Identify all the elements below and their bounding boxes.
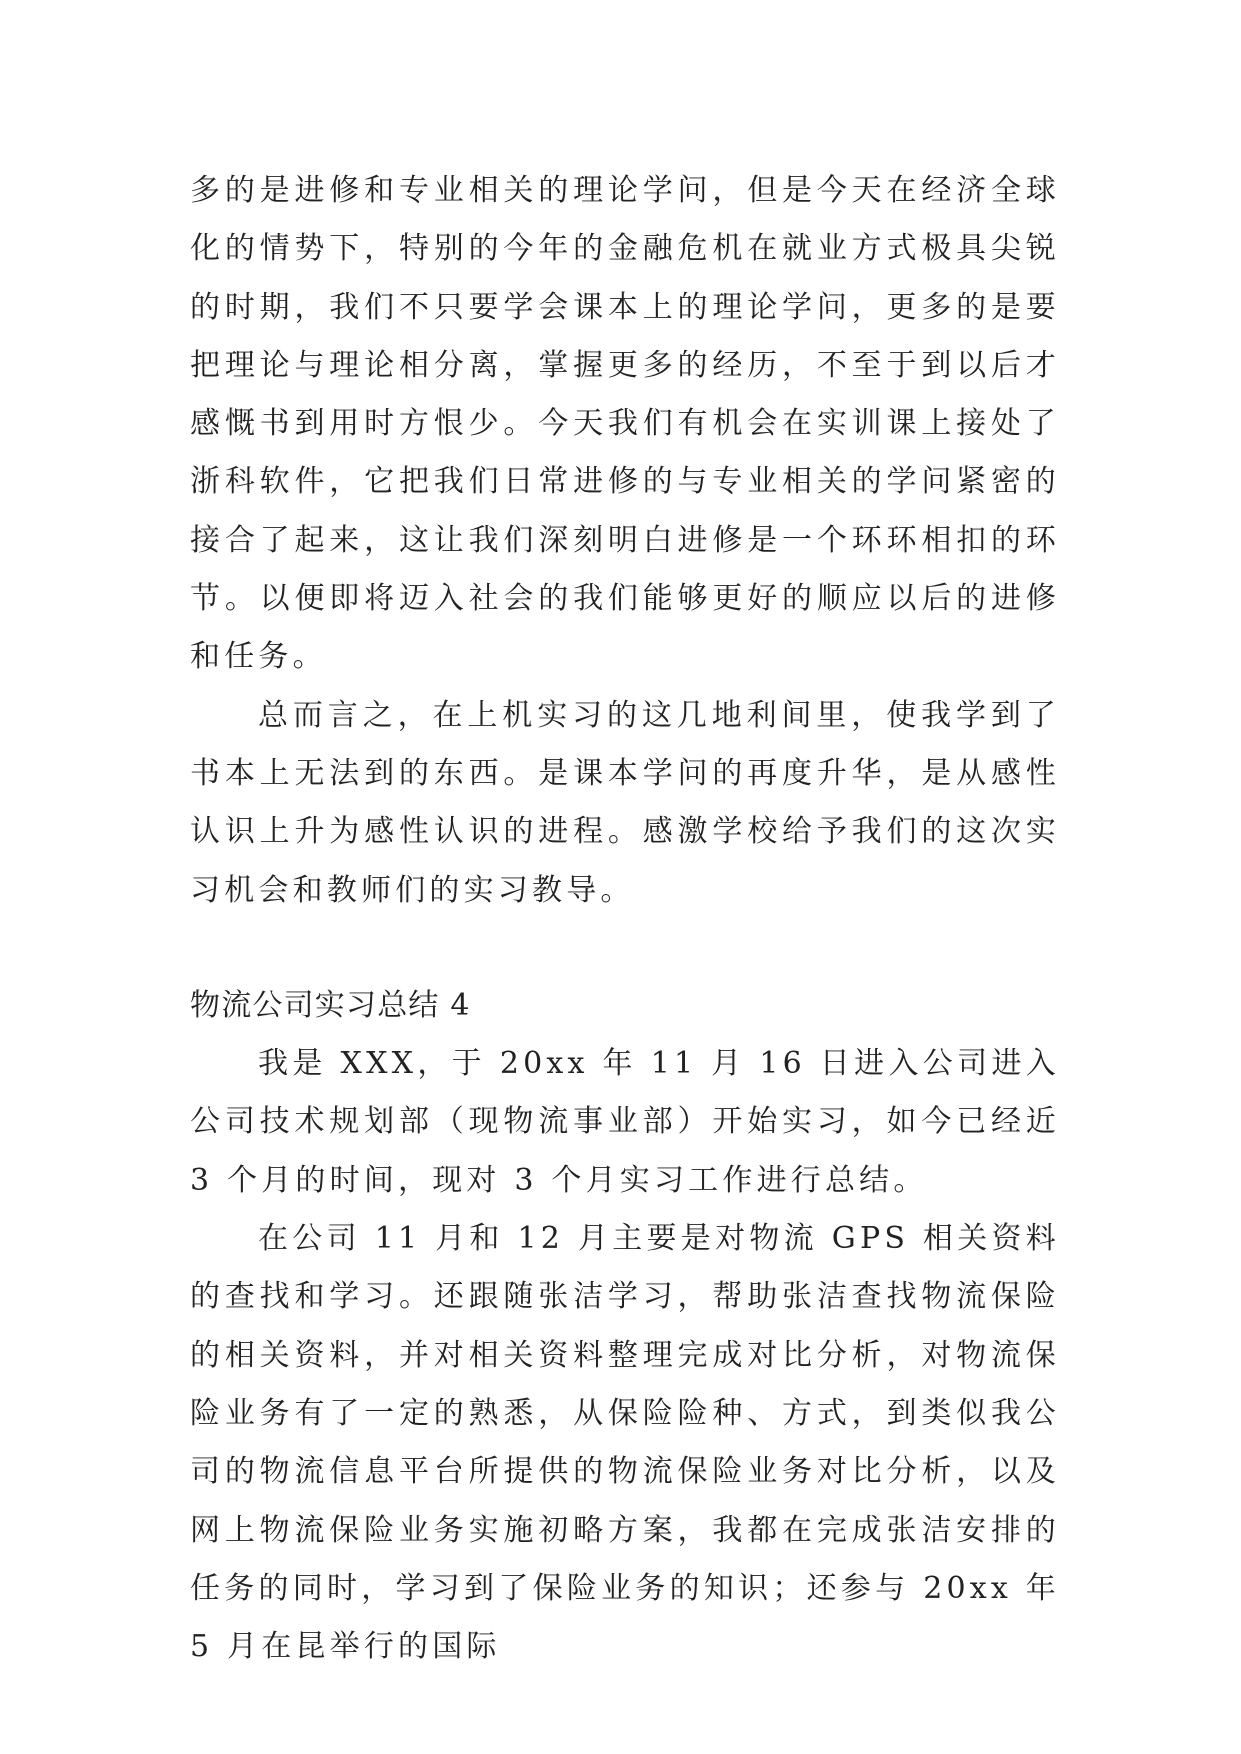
document-body (190, 162, 1060, 1676)
section-gap (190, 920, 1060, 977)
paragraph-introduction: 我是 XXX，于 20xx 年 11 月 16 日进入公司进入公司技术规划部（现物流事业部）开始实习，如今已经近 3 个月的时间，现对 3 个月实习工作进行总结。 (190, 1046, 1060, 1198)
section-heading: 物流公司实习总结 4 (190, 987, 471, 1023)
paragraph-work-summary: 在公司 11 月和 12 月主要是对物流 GPS 相关资料的查找和学习。还跟随张洁学习，帮助张洁查找物流保险的相关资料，并对相关资料整理完成对比分析，对物流保险业务有了一定的熟悉，从保险险种、方式，到类似我公司的物流信息平台所提供的物流保险业务对比分析，以及网上物流保险业务实施初略方案，我都在完成张洁安排的任务的同时，学习到了保险业务的知识；还参与 20xx 年 5 月在昆举行的国际 (190, 1221, 1060, 1665)
paragraph-conclusion: 总而言之，在上机实习的这几地利间里，使我学到了书本上无法到的东西。是课本学问的再度升华，是从感性认识上升为感性认识的进程。感激学校给予我们的这次实习机会和教师们的实习教导。 (190, 697, 1060, 908)
paragraph-continued: 多的是进修和专业相关的理论学问，但是今天在经济全球化的情势下，特别的今年的金融危机在就业方式极具尖锐的时期，我们不只要学会课本上的理论学问，更多的是要把理论与理论相分离，掌握更多的经历，不至于到以后才感慨书到用时方恨少。今天我们有机会在实训课上接处了浙科软件，它把我们日常进修的与专业相关的学问紧密的接合了起来，这让我们深刻明白进修是一个环环相扣的环节。以便即将迈入社会的我们能够更好的顺应以后的进修和任务。 (190, 173, 1060, 675)
